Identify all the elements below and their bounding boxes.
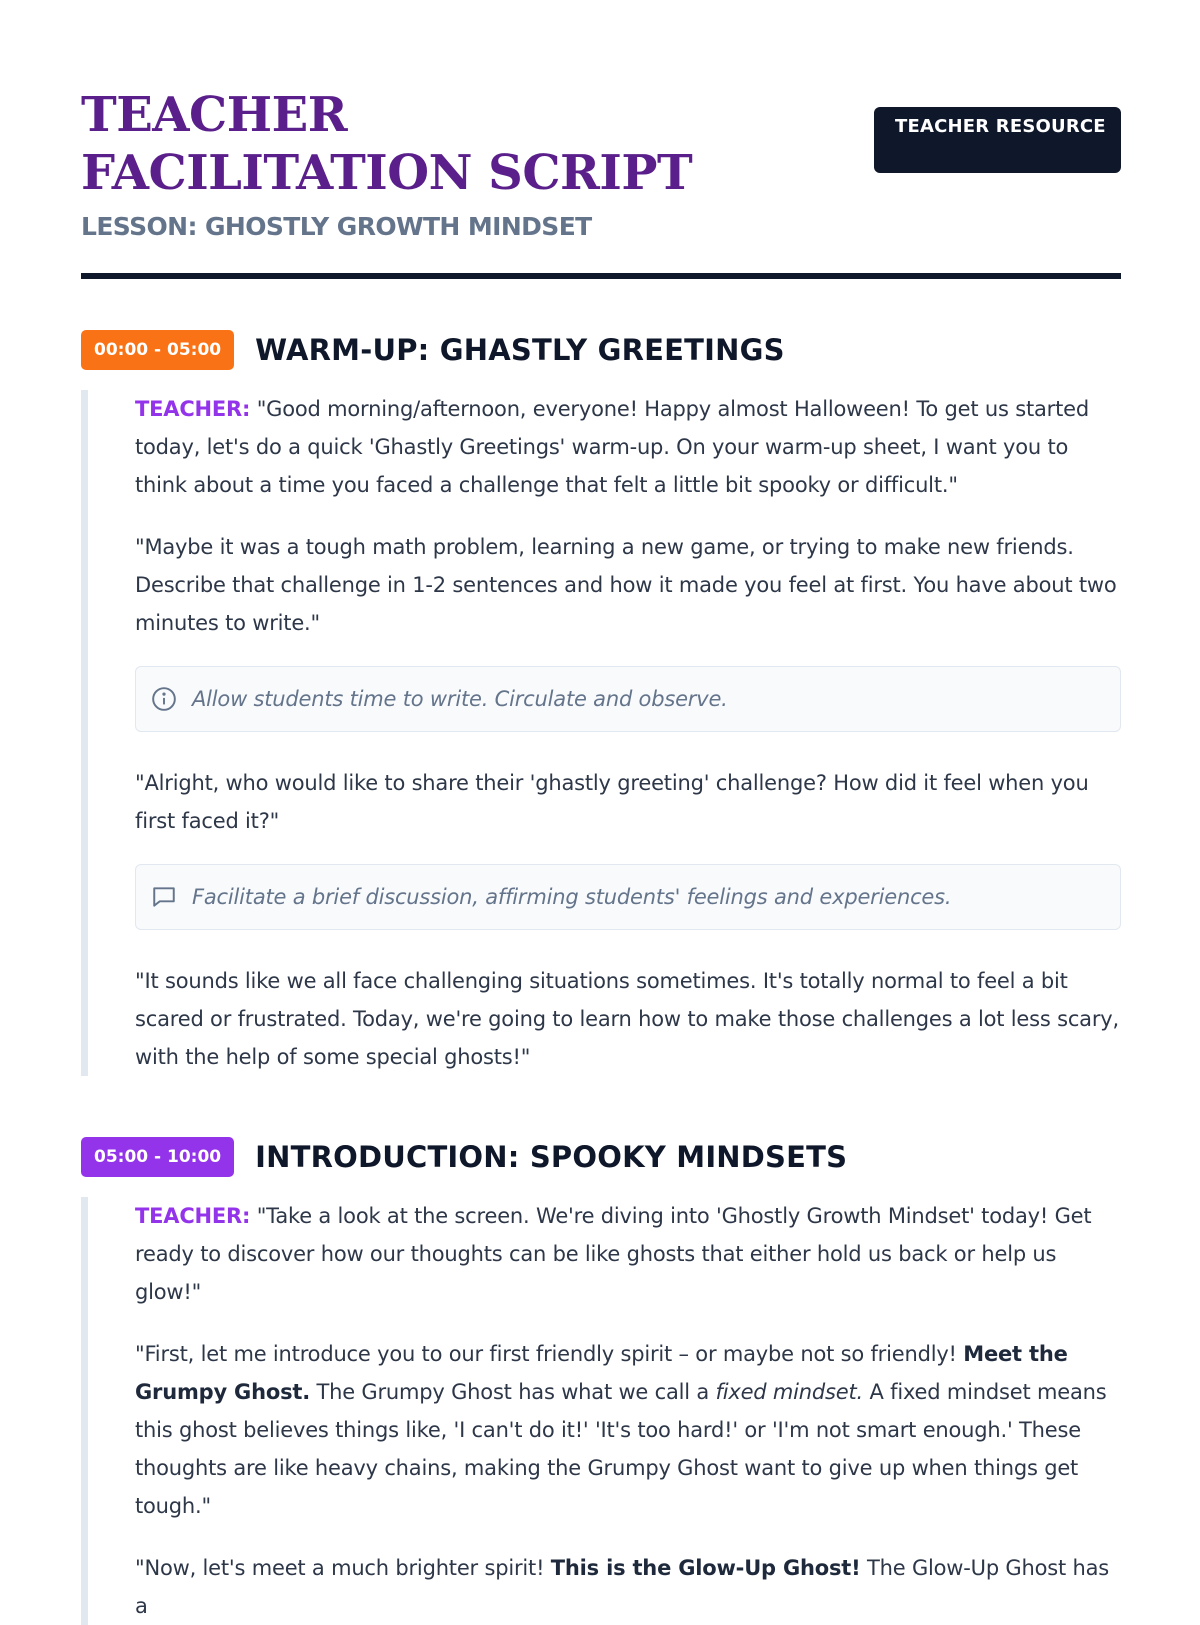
script-paragraph [135, 1197, 1121, 1311]
note-text: Facilitate a brief discussion, affirming students' feelings and experiences. [192, 885, 952, 909]
section-header [81, 1137, 1121, 1177]
time-badge: 00:00 - 05:00 [81, 330, 234, 370]
section-title: INTRODUCTION: SPOOKY MINDSETS [255, 1140, 848, 1174]
emphasis-italic: fixed mindset. [715, 1380, 864, 1404]
teacher-resource-badge: TEACHER RESOURCE [874, 107, 1121, 173]
paragraph-text: "Take a look at the screen. We're diving into 'Ghostly Growth Mindset' today! Get ready to discover how our thoughts can be like ghosts that either hold us back or help us glow!" [135, 1204, 1092, 1304]
script-body [81, 1197, 1121, 1625]
info-icon [151, 686, 177, 712]
facilitator-note [135, 666, 1121, 732]
chat-bubble-icon [151, 884, 177, 910]
paragraph-text: "Good morning/afternoon, everyone! Happy almost Halloween! To get us started today, let's do a quick 'Ghastly Greetings' warm-up. On your warm-up sheet, I want you to think about a time you faced a challenge that felt a little bit spooky or difficult." [135, 397, 1089, 497]
text-run: A fixed mindset means this ghost believes things like, 'I can't do it!' 'It's too hard!' or 'I'm not smart enough.' These thoughts are like heavy chains, making the Grumpy Ghost want to give up when things get tough." [135, 1380, 1107, 1518]
header-divider [81, 273, 1121, 279]
emphasis-bold: This is the Glow-Up Ghost! [550, 1556, 861, 1580]
script-paragraph: "Alright, who would like to share their 'ghastly greeting' challenge? How did it feel when you first faced it?" [135, 771, 1089, 833]
script-paragraph [135, 1549, 1121, 1625]
speaker-label: TEACHER: [135, 1204, 251, 1228]
text-run: "First, let me introduce you to our first friendly spirit – or maybe not so friendly! [135, 1342, 964, 1366]
time-badge: 05:00 - 10:00 [81, 1137, 234, 1177]
document-header [81, 86, 1121, 286]
script-paragraph [135, 1335, 1121, 1525]
text-run: The Grumpy Ghost has what we call a [310, 1380, 716, 1404]
text-run: "Now, let's meet a much brighter spirit! [135, 1556, 551, 1580]
facilitator-note [135, 864, 1121, 930]
emphasis-bold: Meet the Grumpy Ghost. [135, 1342, 1068, 1404]
script-body [81, 390, 1121, 1076]
section-header [81, 330, 1121, 370]
script-paragraph [135, 390, 1121, 504]
speaker-label: TEACHER: [135, 397, 251, 421]
script-paragraph: "Maybe it was a tough math problem, learning a new game, or trying to make new friends. Describe that challenge in 1-2 sentences and how it made you feel at first. You have about two minutes to write." [135, 535, 1117, 635]
script-paragraph: "It sounds like we all face challenging situations sometimes. It's totally normal to feel a bit scared or frustrated. Today, we're going to learn how to make those challenges a lot less scary, with the help of some special ghosts!" [135, 969, 1119, 1069]
page-title: TEACHER FACILITATION SCRIPT [81, 87, 693, 201]
lesson-subtitle: LESSON: GHOSTLY GROWTH MINDSET [81, 212, 592, 241]
note-text: Allow students time to write. Circulate and observe. [192, 687, 728, 711]
text-run: The Glow-Up Ghost has a [135, 1556, 1110, 1618]
section-introduction [81, 1137, 1121, 1625]
section-title: WARM-UP: GHASTLY GREETINGS [255, 333, 785, 367]
section-warm-up [81, 330, 1121, 1076]
